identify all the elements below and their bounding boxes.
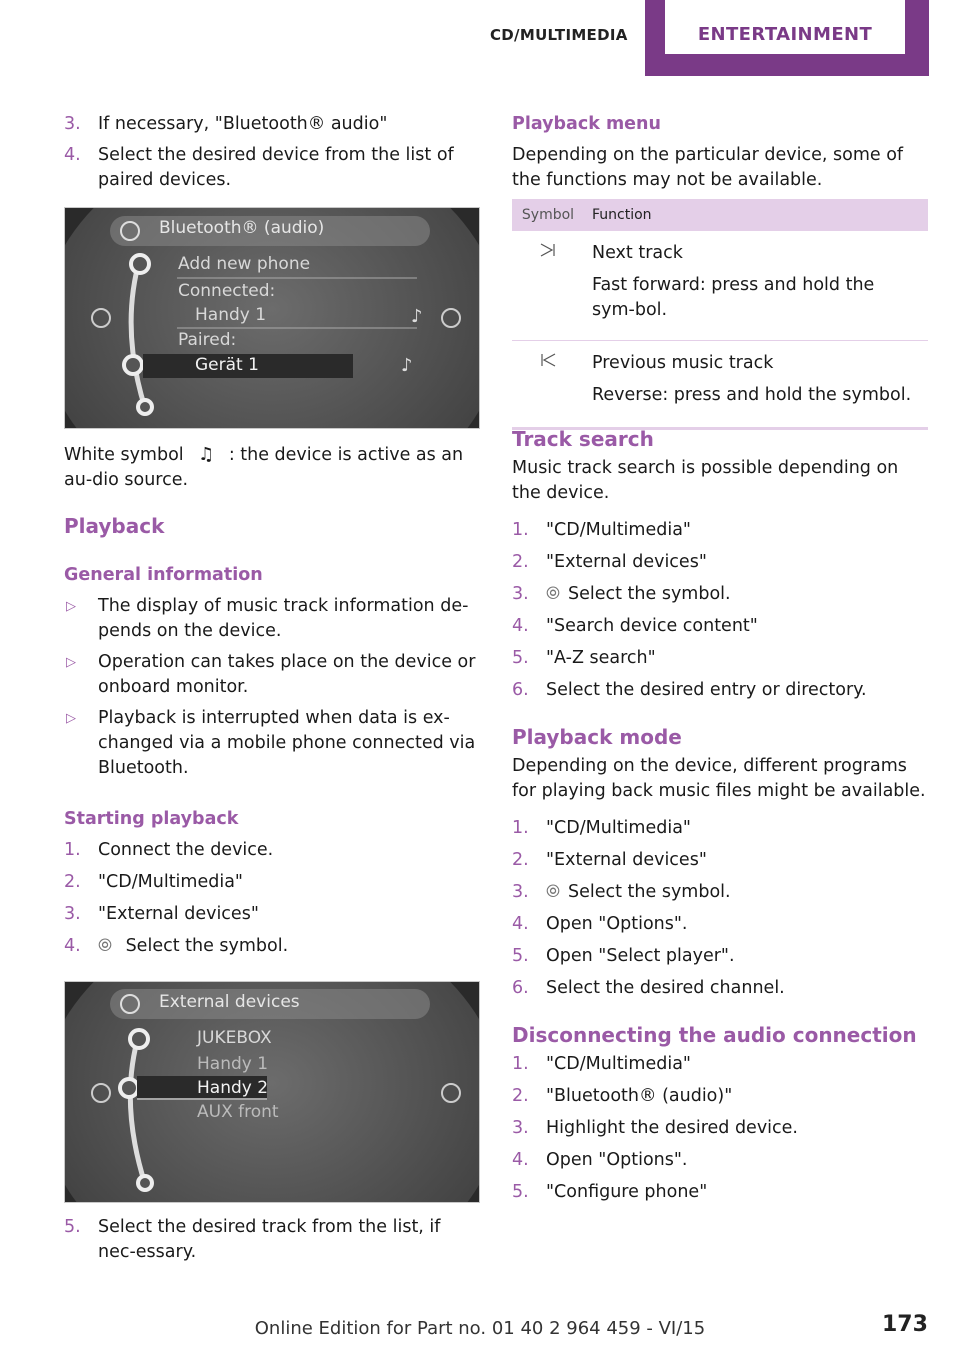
step-text: Select the desired channel. <box>546 978 785 998</box>
step-number: 5. <box>512 648 529 668</box>
step-number: 3. <box>512 882 529 902</box>
list-item <box>64 934 480 959</box>
list-item <box>64 870 480 895</box>
svg-text:♪: ♪ <box>401 355 413 376</box>
screen-menu-item: AUX front <box>197 1102 279 1122</box>
screen-menu-item: JUKEBOX <box>197 1028 272 1048</box>
list-item <box>64 650 480 700</box>
list-item <box>512 880 928 905</box>
screen-title: External devices <box>159 992 300 1012</box>
subsection-heading: Playback menu <box>512 114 661 134</box>
list-item <box>512 614 928 639</box>
left-column-top <box>64 112 480 193</box>
section-heading: Disconnecting the audio connection <box>512 1023 917 1047</box>
step-text: "CD/Multimedia" <box>98 872 243 892</box>
step-number: 4. <box>64 936 81 956</box>
step-number: 3. <box>512 584 529 604</box>
track-search-steps <box>512 518 928 703</box>
step-text: Select the symbol. <box>568 584 731 604</box>
step-text: "External devices" <box>546 552 707 572</box>
list-item <box>64 112 480 137</box>
list-item <box>512 1180 928 1205</box>
step-number: 5. <box>64 1217 81 1237</box>
step-text: Highlight the desired device. <box>546 1118 798 1138</box>
table-header-symbol: Symbol <box>512 199 584 231</box>
function-description: Fast forward: press and hold the sym-bol. <box>592 275 875 320</box>
step-number: 3. <box>64 904 81 924</box>
list-item <box>512 1148 928 1173</box>
function-title: Previous music track <box>592 353 774 373</box>
step-number: 3. <box>64 114 81 134</box>
bullet-text: Playback is interrupted when data is ex-changed via a mobile phone connected via Bluetooth. <box>98 708 476 778</box>
step-number: 2. <box>512 850 529 870</box>
step-text: "CD/Multimedia" <box>546 520 691 540</box>
step-number: 5. <box>512 1182 529 1202</box>
step-text: "CD/Multimedia" <box>546 818 691 838</box>
bullet-triangle-icon: ▷ <box>66 599 76 614</box>
device-symbol-icon: ⦾ <box>546 882 560 902</box>
chapter-tab <box>645 0 929 76</box>
step-text: Select the desired device from the list of paired devices. <box>98 145 454 190</box>
list-item <box>512 678 928 703</box>
step-text: "A-Z search" <box>546 648 656 668</box>
step-number: 4. <box>512 1150 529 1170</box>
step-number: 2. <box>512 1086 529 1106</box>
step-number: 2. <box>64 872 81 892</box>
list-item <box>64 594 480 644</box>
table-row <box>512 231 928 341</box>
playback-mode-steps <box>512 816 928 1001</box>
right-column-sections <box>512 427 928 1205</box>
step-number: 4. <box>512 914 529 934</box>
subsection-heading: General information <box>64 565 263 585</box>
list-item <box>512 816 928 841</box>
disconnect-steps <box>512 1052 928 1205</box>
step-number: 3. <box>512 1118 529 1138</box>
step-text: Open "Options". <box>546 1150 688 1170</box>
step-text: "Bluetooth® (audio)" <box>546 1086 733 1106</box>
list-item <box>64 902 480 927</box>
svg-text:♪: ♪ <box>411 306 423 327</box>
list-item <box>64 706 480 781</box>
step-number: 4. <box>64 145 81 165</box>
symbol-table <box>512 199 928 430</box>
screen-menu-item-selected: Gerät 1 <box>195 355 259 375</box>
paragraph: Depending on the particular device, some of the functions may not be available. <box>512 145 904 190</box>
table-header-function: Function <box>584 199 928 231</box>
screen-menu-item: Add new phone <box>178 254 311 274</box>
step-text: Open "Select player". <box>546 946 735 966</box>
previous-track-icon <box>512 341 584 426</box>
screen-menu-item: Handy 1 <box>197 1054 269 1074</box>
list-item <box>512 976 928 1001</box>
paragraph: Music track search is possible depending on the device. <box>512 458 899 503</box>
section-heading: Playback mode <box>512 725 682 749</box>
screen-title: Bluetooth® (audio) <box>159 218 325 238</box>
list-item <box>512 1116 928 1141</box>
section-heading: Track search <box>512 427 654 451</box>
table-cell-function <box>584 341 928 426</box>
next-track-icon <box>512 231 584 341</box>
screen-menu-item: Handy 1 <box>195 305 267 325</box>
screen-menu-item: Connected: <box>178 281 276 301</box>
list-item <box>512 1052 928 1077</box>
music-note-icon: ♫ <box>198 444 215 465</box>
step-text: "External devices" <box>98 904 259 924</box>
list-item <box>512 550 928 575</box>
step-text: Select the desired track from the list, if nec-essary. <box>98 1217 441 1262</box>
paragraph: Depending on the device, different programs for playing back music files might be available. <box>512 756 926 801</box>
step-text: If necessary, "Bluetooth® audio" <box>98 114 388 134</box>
step-number: 1. <box>64 840 81 860</box>
step-text: "Configure phone" <box>546 1182 708 1202</box>
note-text: : the device is active as an au-dio source. <box>64 445 464 490</box>
left-column-bottom <box>64 1215 480 1265</box>
table-cell-function <box>584 231 928 341</box>
step-text: Select the symbol. <box>125 936 289 956</box>
step-text: Open "Options". <box>546 914 688 934</box>
step-number: 1. <box>512 520 529 540</box>
list-item <box>64 1215 480 1265</box>
bluetooth-audio-screen <box>64 207 480 429</box>
step-text: Connect the device. <box>98 840 274 860</box>
list-item <box>512 944 928 969</box>
bullet-triangle-icon: ▷ <box>66 655 76 670</box>
step-number: 1. <box>512 818 529 838</box>
step-number: 6. <box>512 680 529 700</box>
screen-menu-item-selected: Handy 2 <box>197 1078 269 1098</box>
function-title: Next track <box>592 243 683 263</box>
step-text: Select the symbol. <box>568 882 731 902</box>
page-number: 173 <box>882 1312 928 1337</box>
list-item <box>512 1084 928 1109</box>
step-number: 1. <box>512 1054 529 1074</box>
list-item <box>512 518 928 543</box>
screen-menu-item: Paired: <box>178 330 237 350</box>
list-item <box>512 848 928 873</box>
device-symbol-icon: ⦾ <box>546 584 560 604</box>
step-text: Select the desired entry or directory. <box>546 680 867 700</box>
chapter-title: ENTERTAINMENT <box>665 0 905 54</box>
subsection-heading: Starting playback <box>64 809 239 829</box>
bullet-text: The display of music track information de-pends on the device. <box>98 596 469 641</box>
white-symbol-note <box>64 442 480 493</box>
list-item <box>512 912 928 937</box>
function-description: Reverse: press and hold the symbol. <box>592 385 912 405</box>
list-item <box>64 143 480 193</box>
left-column-playback <box>64 514 480 959</box>
list-item <box>64 838 480 863</box>
device-symbol-icon: ⦾ <box>98 936 112 956</box>
step-text: "CD/Multimedia" <box>546 1054 691 1074</box>
step-number: 5. <box>512 946 529 966</box>
bullet-triangle-icon: ▷ <box>66 711 76 726</box>
step-number: 6. <box>512 978 529 998</box>
footer-edition: Online Edition for Part no. 01 40 2 964 459 - VI/15 <box>254 1318 706 1339</box>
list-item <box>512 582 928 607</box>
header-section: CD/MULTIMEDIA <box>490 26 628 44</box>
list-item <box>512 646 928 671</box>
step-number: 4. <box>512 616 529 636</box>
bullet-text: Operation can takes place on the device or onboard monitor. <box>98 652 476 697</box>
step-number: 2. <box>512 552 529 572</box>
step-text: "Search device content" <box>546 616 758 636</box>
section-heading: Playback <box>64 514 165 538</box>
table-row <box>512 341 928 426</box>
note-text: White symbol <box>64 445 184 465</box>
right-column-top <box>512 112 928 193</box>
external-devices-screen <box>64 981 480 1203</box>
step-text: "External devices" <box>546 850 707 870</box>
